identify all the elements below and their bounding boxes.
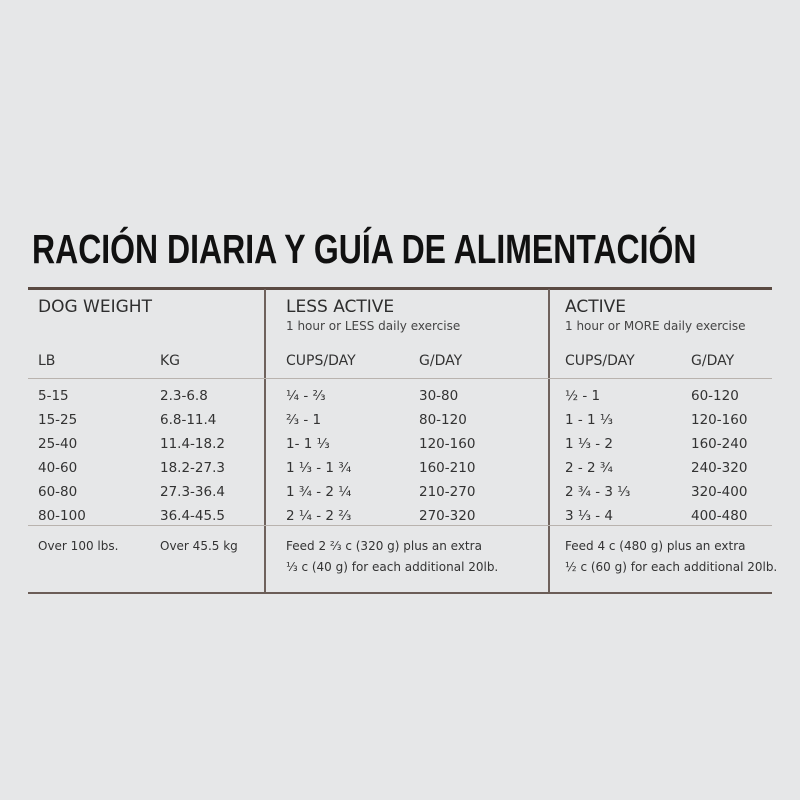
cell-less-grams: 160-210 xyxy=(419,460,476,476)
column-header-active-grams: G/DAY xyxy=(691,353,735,369)
cell-less-cups: ⅔ - 1 xyxy=(286,412,322,428)
cell-active-grams: 120-160 xyxy=(691,412,748,428)
column-header-less-cups: CUPS/DAY xyxy=(286,353,356,369)
table-top-rule xyxy=(28,287,772,290)
cell-kg: 11.4-18.2 xyxy=(160,436,225,452)
cell-active-grams: 400-480 xyxy=(691,508,748,524)
cell-kg: 6.8-11.4 xyxy=(160,412,217,428)
cell-active-cups: 1 ⅓ - 2 xyxy=(565,436,614,452)
cell-lb: 5-15 xyxy=(38,388,69,404)
cell-lb: 60-80 xyxy=(38,484,78,500)
cell-less-cups: 1 ¾ - 2 ¼ xyxy=(286,484,352,500)
column-header-kg: KG xyxy=(160,353,181,369)
cell-less-cups: 2 ¼ - 2 ⅔ xyxy=(286,508,352,524)
footer-active-line1: Feed 4 c (480 g) plus an extra xyxy=(565,539,746,553)
cell-lb: 15-25 xyxy=(38,412,78,428)
cell-active-grams: 320-400 xyxy=(691,484,748,500)
section-heading-active: ACTIVE xyxy=(565,297,626,317)
footer-lb: Over 100 lbs. xyxy=(38,539,119,553)
cell-active-grams: 240-320 xyxy=(691,460,748,476)
footer-divider xyxy=(28,525,772,526)
section-subheading-less-active: 1 hour or LESS daily exercise xyxy=(286,319,461,333)
section-heading-dog-weight: DOG WEIGHT xyxy=(38,297,152,317)
cell-active-cups: 2 - 2 ¾ xyxy=(565,460,614,476)
cell-lb: 80-100 xyxy=(38,508,86,524)
section-subheading-active: 1 hour or MORE daily exercise xyxy=(565,319,746,333)
cell-less-grams: 210-270 xyxy=(419,484,476,500)
header-divider xyxy=(28,378,772,379)
column-divider-1 xyxy=(264,289,266,592)
cell-less-grams: 30-80 xyxy=(419,388,459,404)
column-header-lb: LB xyxy=(38,353,56,369)
page-title: RACIÓN DIARIA Y GUÍA DE ALIMENTACIÓN xyxy=(32,226,697,272)
cell-active-cups: ½ - 1 xyxy=(565,388,601,404)
cell-active-cups: 1 - 1 ⅓ xyxy=(565,412,614,428)
cell-lb: 25-40 xyxy=(38,436,78,452)
cell-kg: 18.2-27.3 xyxy=(160,460,225,476)
cell-less-grams: 80-120 xyxy=(419,412,467,428)
footer-active-line2: ½ c (60 g) for each additional 20lb. xyxy=(565,560,778,574)
cell-lb: 40-60 xyxy=(38,460,78,476)
cell-kg: 2.3-6.8 xyxy=(160,388,208,404)
column-divider-2 xyxy=(548,289,550,592)
section-heading-less-active: LESS ACTIVE xyxy=(286,297,395,317)
footer-less-active-line1: Feed 2 ⅔ c (320 g) plus an extra xyxy=(286,539,482,553)
cell-active-grams: 60-120 xyxy=(691,388,739,404)
cell-less-cups: 1 ⅓ - 1 ¾ xyxy=(286,460,352,476)
cell-less-cups: ¼ - ⅔ xyxy=(286,388,326,404)
table-bottom-rule xyxy=(28,592,772,594)
cell-less-grams: 270-320 xyxy=(419,508,476,524)
cell-active-cups: 2 ¾ - 3 ⅓ xyxy=(565,484,631,500)
cell-less-grams: 120-160 xyxy=(419,436,476,452)
footer-less-active-line2: ⅓ c (40 g) for each additional 20lb. xyxy=(286,560,499,574)
column-header-active-cups: CUPS/DAY xyxy=(565,353,635,369)
cell-kg: 36.4-45.5 xyxy=(160,508,225,524)
cell-less-cups: 1- 1 ⅓ xyxy=(286,436,330,452)
cell-active-cups: 3 ⅓ - 4 xyxy=(565,508,614,524)
footer-kg: Over 45.5 kg xyxy=(160,539,238,553)
column-header-less-grams: G/DAY xyxy=(419,353,463,369)
cell-active-grams: 160-240 xyxy=(691,436,748,452)
cell-kg: 27.3-36.4 xyxy=(160,484,225,500)
